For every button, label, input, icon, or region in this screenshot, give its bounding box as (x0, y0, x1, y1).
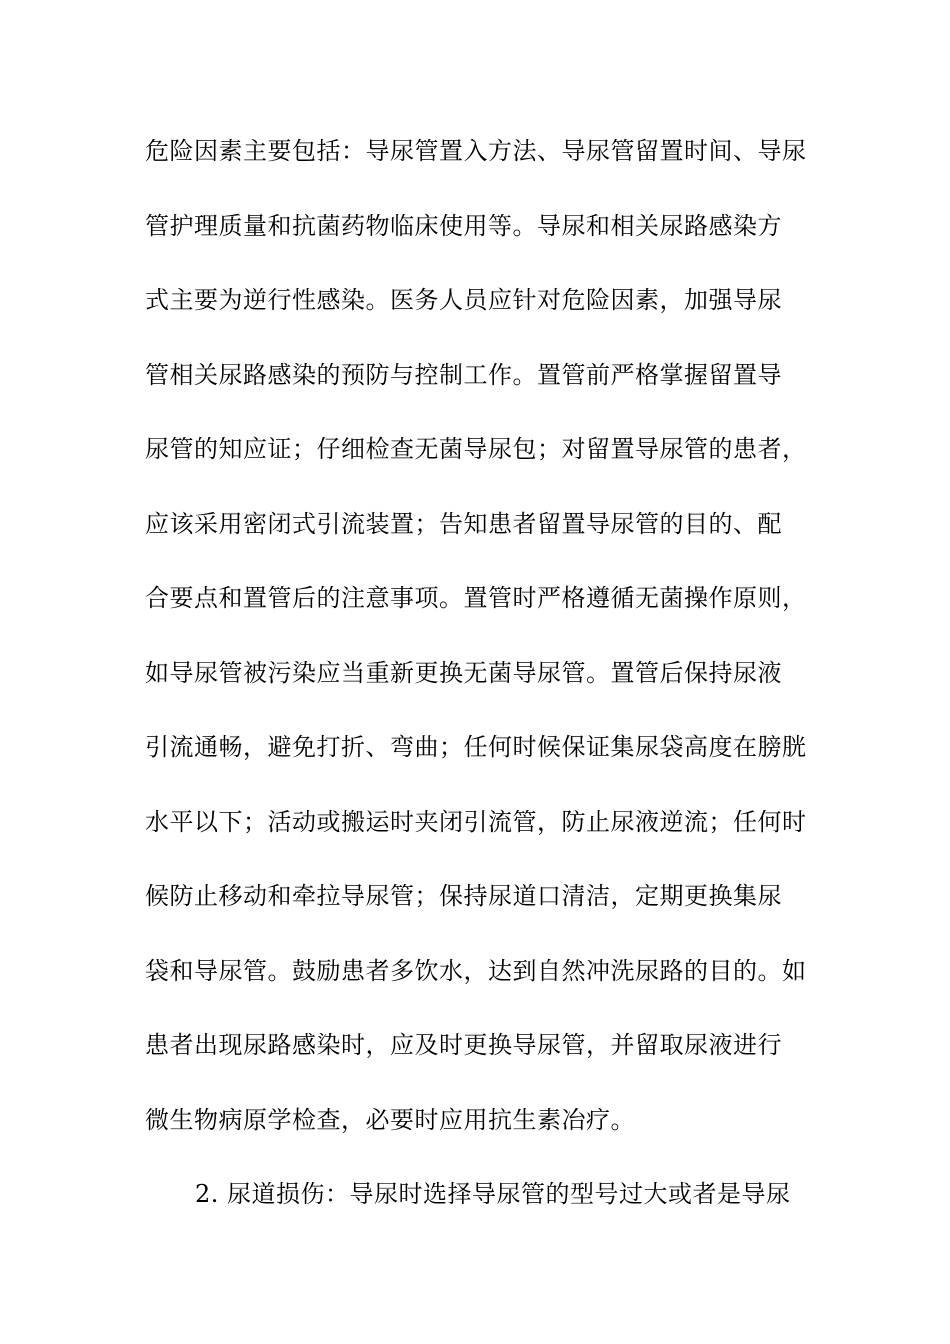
text-line: 管相关尿路感染的预防与控制工作。置管前严格掌握留置导 (145, 360, 782, 389)
text-line: 合要点和置管后的注意事项。置管时严格遵循无菌操作原则， (145, 584, 807, 612)
text-line: 候防止移动和牵拉导尿管；保持尿道口清洁，定期更换集尿 (145, 882, 782, 910)
section-heading-line: 2. 尿道损伤：导尿时选择导尿管的型号过大或者是导尿 (195, 1180, 791, 1208)
text-line: 患者出现尿路感染时，应及时更换导尿管，并留取尿液进行 (145, 1031, 782, 1059)
text-line: 管护理质量和抗菌药物临床使用等。导尿和相关尿路感染方 (145, 211, 782, 240)
text-line: 引流通畅，避免打折、弯曲；任何时候保证集尿袋高度在膀胱 (145, 733, 807, 761)
text-line: 如导尿管被污染应当重新更换无菌导尿管。置管后保持尿液 (145, 658, 782, 687)
text-line: 水平以下；活动或搬运时夹闭引流管，防止尿液逆流；任何时 (145, 807, 807, 836)
text-line: 尿管的知应证；仔细检查无菌导尿包；对留置导尿管的患者， (145, 435, 807, 463)
text-line: 微生物病原学检查，必要时应用抗生素冶疗。 (145, 1105, 635, 1134)
text-line: 袋和导尿管。鼓励患者多饮水，达到自然冲洗尿路的目的。如 (145, 956, 807, 985)
text-line: 危险因素主要包括：导尿管置入方法、导尿管留置时间、导尿 (145, 137, 807, 165)
body-text (145, 125, 810, 1243)
text-line: 应该采用密闭式引流装置；告知患者留置导尿管的目的、配 (145, 509, 782, 538)
text-line: 式主要为逆行性感染。医务人员应针对危险因素，加强导尿 (145, 286, 782, 314)
